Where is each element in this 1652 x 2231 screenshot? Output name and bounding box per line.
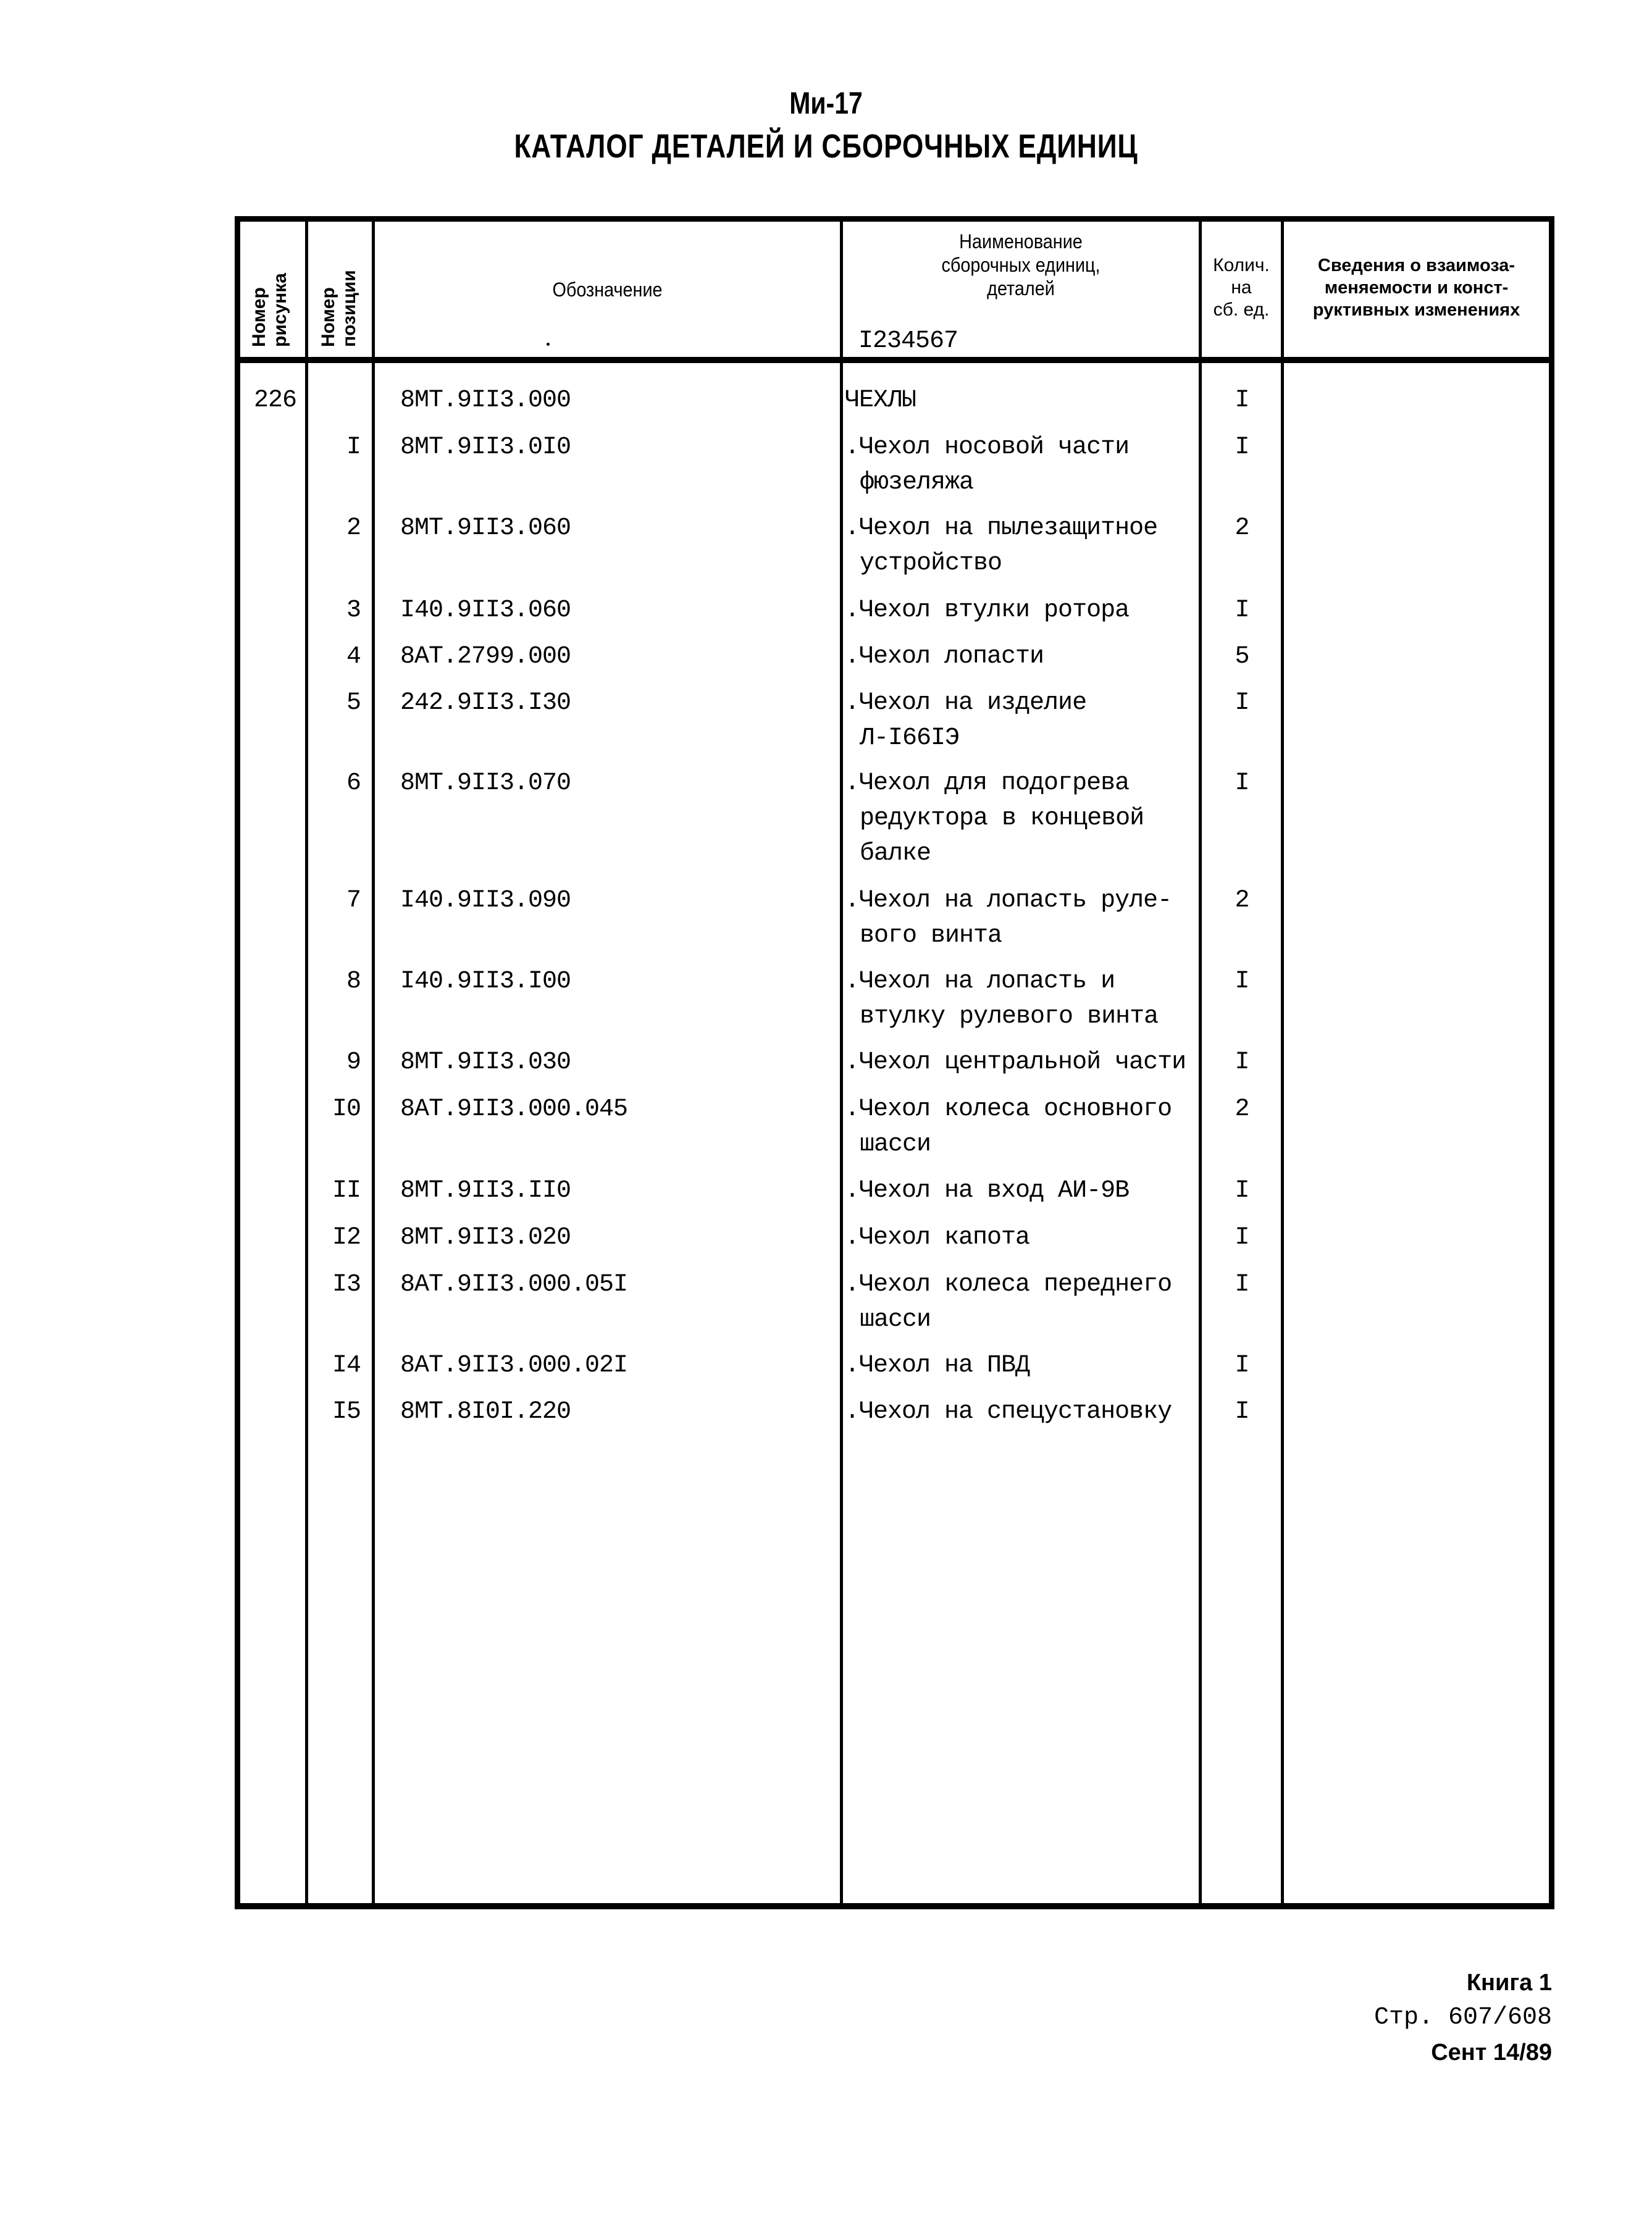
quantity: 5 (1235, 643, 1249, 671)
part-name-continued: вого винта (860, 922, 1002, 950)
part-name: .Чехол для подогрева (845, 769, 1130, 797)
part-name-continued: шасси (860, 1131, 931, 1158)
header-indent-scale: I234567 (858, 327, 958, 355)
designation: 8МТ.9II3.020 (400, 1224, 571, 1252)
footer-book: Книга 1 (1466, 1970, 1552, 1996)
position-number: 5 (346, 689, 361, 717)
designation: 8МТ.8I0I.220 (400, 1398, 571, 1426)
designation: 8МТ.9II3.II0 (400, 1177, 571, 1205)
part-name: .Чехол на вход АИ-9В (845, 1177, 1130, 1205)
quantity: I (1235, 1352, 1249, 1379)
position-number: I4 (332, 1352, 361, 1379)
part-name: .Чехол на лопасть руле- (845, 887, 1172, 915)
position-number: I (346, 433, 361, 461)
part-name-continued: Л-I66IЭ (860, 724, 960, 752)
quantity: I (1235, 1271, 1249, 1299)
position-number: I3 (332, 1271, 361, 1299)
part-name: .Чехол колеса основного (845, 1095, 1172, 1123)
part-name-continued: устройство (860, 550, 1002, 577)
quantity: I (1235, 387, 1249, 414)
part-name: .Чехол на ПВД (845, 1352, 1030, 1379)
part-name: .Чехол на изделие (845, 689, 1087, 717)
designation: 8МТ.9II3.060 (400, 514, 571, 542)
position-number: 6 (346, 769, 361, 797)
part-name-continued: фюзеляжа (860, 469, 974, 496)
part-name: ЧЕХЛЫ (845, 387, 916, 414)
position-number: 2 (346, 514, 361, 542)
designation: 8МТ.9II3.030 (400, 1049, 571, 1076)
dot-mark (547, 343, 550, 346)
part-name-continued: балке (860, 840, 931, 868)
footer-date: Сент 14/89 (1431, 2040, 1552, 2066)
designation: 8МТ.9II3.000 (400, 387, 571, 414)
part-name-continued: редуктора в концевой (860, 805, 1144, 832)
table-border-top (235, 216, 1554, 222)
column-divider (372, 216, 375, 1909)
table-border-bottom (235, 1903, 1554, 1909)
part-name: .Чехол на спецустановку (845, 1398, 1172, 1426)
part-name-continued: шасси (860, 1306, 931, 1334)
figure-number: 226 (253, 387, 296, 414)
designation: I40.9II3.090 (400, 887, 571, 915)
position-number: II (332, 1177, 361, 1205)
header-designation: Обозначение (552, 278, 663, 301)
position-number: I5 (332, 1398, 361, 1426)
part-name: .Чехол на лопасть и (845, 968, 1115, 995)
quantity: I (1235, 1177, 1249, 1205)
designation: 8МТ.9II3.070 (400, 769, 571, 797)
quantity: I (1235, 689, 1249, 717)
part-name: .Чехол центральной части (845, 1049, 1186, 1076)
quantity: I (1235, 596, 1249, 624)
header-quantity: Колич. на сб. ед. (1213, 255, 1270, 320)
position-number: 7 (346, 887, 361, 915)
header-position-number: Номер позиции (318, 270, 359, 347)
quantity: I (1235, 1398, 1249, 1426)
position-number: 3 (346, 596, 361, 624)
quantity: I (1235, 968, 1249, 995)
column-divider (840, 216, 843, 1909)
designation: 8АТ.9II3.000.02I (400, 1352, 628, 1379)
designation: 242.9II3.I30 (400, 689, 571, 717)
part-name: .Чехол носовой части (845, 433, 1130, 461)
position-number: 4 (346, 643, 361, 671)
part-name: .Чехол колеса переднего (845, 1271, 1172, 1299)
catalog-title: КАТАЛОГ ДЕТАЛЕЙ И СБОРОЧНЫХ ЕДИНИЦ (514, 128, 1138, 165)
quantity: 2 (1235, 1095, 1249, 1123)
table-border-right (1549, 216, 1554, 1909)
part-name: .Чехол капота (845, 1224, 1030, 1252)
part-name: .Чехол лопасти (845, 643, 1044, 671)
part-name: .Чехол втулки ротора (845, 596, 1130, 624)
column-divider (305, 216, 308, 1909)
quantity: I (1235, 769, 1249, 797)
position-number: I0 (332, 1095, 361, 1123)
header-name: Наименование сборочных единиц, деталей (941, 230, 1101, 299)
designation: 8АТ.2799.000 (400, 643, 571, 671)
designation: I40.9II3.060 (400, 596, 571, 624)
part-name: .Чехол на пылезащитное (845, 514, 1158, 542)
designation: 8АТ.9II3.000.05I (400, 1271, 628, 1299)
quantity: I (1235, 433, 1249, 461)
aircraft-title: Ми-17 (789, 86, 863, 120)
part-name-continued: втулку рулевого винта (860, 1003, 1159, 1031)
table-border-left (235, 216, 240, 1909)
quantity: I (1235, 1049, 1249, 1076)
quantity: 2 (1235, 514, 1249, 542)
designation: I40.9II3.I00 (400, 968, 571, 995)
position-number: 9 (346, 1049, 361, 1076)
position-number: I2 (332, 1224, 361, 1252)
position-number: 8 (346, 968, 361, 995)
designation: 8АТ.9II3.000.045 (400, 1095, 628, 1123)
header-interchangeability: Сведения о взаимоза- меняемости и конст- руктивных изменениях (1312, 256, 1520, 320)
header-figure-number: Номер рисунка (249, 273, 290, 347)
quantity: 2 (1235, 887, 1249, 915)
footer-page: Стр. 607/608 (1373, 2004, 1552, 2032)
quantity: I (1235, 1224, 1249, 1252)
designation: 8МТ.9II3.0I0 (400, 433, 571, 461)
